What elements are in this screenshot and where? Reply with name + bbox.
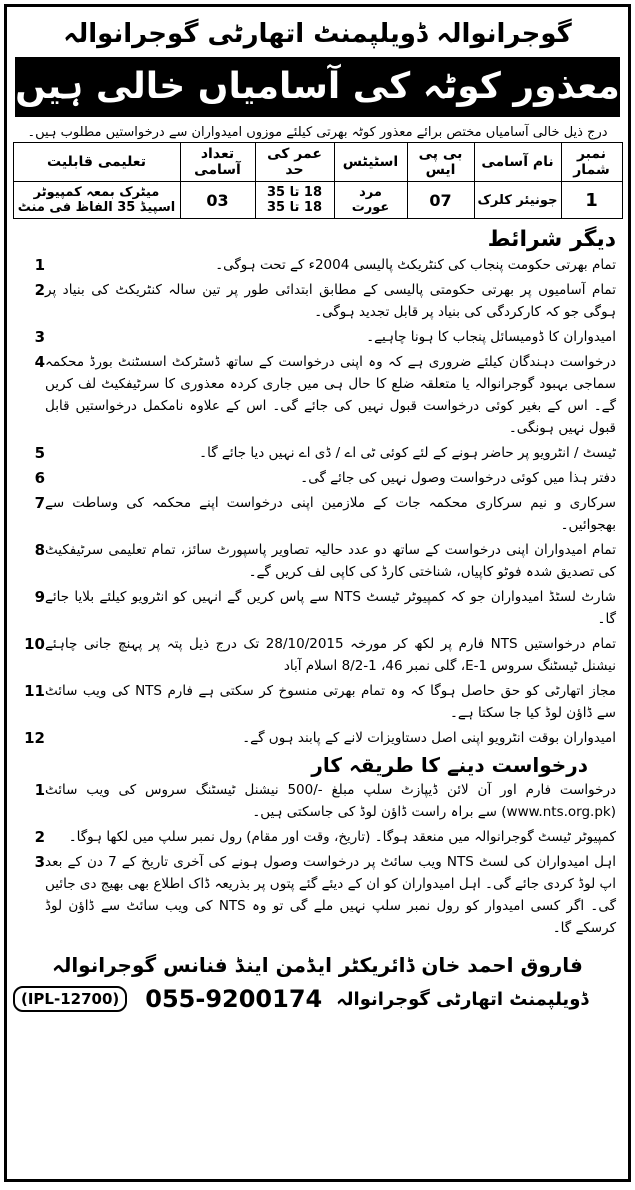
item-text: تمام درخواستیں NTS فارم پر لکھ کر مورخہ 28/10/2015 تک درج ذیل پتہ پر پہنچ جانی چاہئے نیشنل ٹیسٹنگ سروس 1-E، گلی نمبر 46، 1-8/2 اسلام آباد — [45, 636, 617, 674]
advertisement-page — [4, 4, 631, 1182]
organization-title: گوجرانوالہ ڈویلپمنٹ اتھارٹی گوجرانوالہ — [63, 19, 572, 49]
list-item — [15, 539, 620, 583]
item-number: 2 — [34, 828, 45, 846]
item-number: 1 — [34, 256, 45, 274]
status-male: مرد — [359, 185, 382, 200]
cell-status — [334, 182, 407, 219]
ipl-number: (IPL-12700) — [13, 986, 127, 1012]
list-item — [15, 727, 620, 749]
intro-text: درج ذیل خالی آسامیاں مختص برائے معذور کوٹہ بھرتی کیلئے موزوں امیدواران سے درخواستیں مطلوب ہیں۔ — [27, 125, 608, 140]
method-heading: درخواست دینے کا طریقہ کار — [311, 753, 588, 777]
item-text: دفتر ہذا میں کوئی درخواست وصول نہیں کی جائے گی۔ — [300, 470, 616, 486]
header-age: عمر کی حد — [255, 143, 334, 182]
phone-number: 055-9200174 — [145, 985, 323, 1013]
cell-qualification: میٹرک بمعہ کمپیوٹر اسپیڈ 35 الفاظ فی منٹ — [13, 182, 180, 219]
table-header-row — [13, 143, 622, 182]
cell-sr: 1 — [561, 182, 622, 219]
item-text: سرکاری و نیم سرکاری محکمہ جات کے ملازمین اپنی درخواست اپنے محکمہ کی وساطت سے بھجوائیں۔ — [45, 495, 616, 533]
conditions-list — [15, 254, 620, 749]
vacancy-table — [13, 142, 623, 219]
footer-row — [13, 985, 622, 1013]
header-sr: نمبر شمار — [561, 143, 622, 182]
item-number: 5 — [34, 444, 45, 462]
item-number: 8 — [34, 541, 45, 559]
list-item — [15, 680, 620, 724]
item-text: درخواست دہندگان کیلئے ضروری ہے کہ وہ اپنی درخواست کے ساتھ ڈسٹرکٹ اسسٹنٹ بورڈ محکمہ سماجی بہبود گوجرانوالہ یا متعلقہ ضلع کا حال ہی میں جاری کردہ معذوری کا سرٹیفکیٹ لف کریں گے۔ اس کے بغیر کوئی درخواست قبول نہیں کی جائے گی۔ اس کے علاوہ نامکمل درخواستیں قابل قبول نہیں ہونگی۔ — [45, 354, 616, 436]
cell-age — [255, 182, 334, 219]
item-text: مجاز اتھارٹی کو حق حاصل ہوگا کہ وہ تمام بھرتی منسوخ کر سکتی ہے فارم NTS کی ویب سائٹ سے ڈاؤن لوڈ کیا جا سکتا ہے۔ — [45, 683, 617, 721]
cell-post: جونیئر کلرک — [474, 182, 561, 219]
list-item — [15, 851, 620, 939]
item-text: تمام امیدواران اپنی درخواست کے ساتھ دو عدد حالیہ تصاویر پاسپورٹ سائز، تمام تعلیمی سرٹیفکیٹ کی تصدیق شدہ فوٹو کاپیاں، شناختی کارڈ کی کاپی لف کریں گے۔ — [45, 542, 616, 580]
item-text: امیدواران کا ڈومیسائل پنجاب کا ہونا چاہیے۔ — [366, 329, 616, 345]
item-number: 2 — [34, 281, 45, 299]
header-status: اسٹیٹس — [334, 143, 407, 182]
header-qualification: تعلیمی قابلیت — [13, 143, 180, 182]
method-list — [15, 779, 620, 939]
list-item — [15, 586, 620, 630]
list-item — [15, 442, 620, 464]
list-item — [15, 633, 620, 677]
list-item — [15, 351, 620, 439]
item-text: درخواست فارم اور آن لائن ڈیپازٹ سلپ مبلغ -/500 نیشنل ٹیسٹنگ سروس کی ویب سائٹ (www.nts.org.pk) سے براہ راست ڈاؤن لوڈ کی جاسکتی ہیں۔ — [45, 782, 617, 820]
item-number: 3 — [34, 853, 45, 871]
item-number: 12 — [24, 729, 45, 747]
signatory: فاروق احمد خان ڈائریکٹر ایڈمن اینڈ فنانس گوجرانوالہ — [52, 953, 583, 977]
item-number: 1 — [34, 781, 45, 799]
item-number: 10 — [24, 635, 45, 653]
cell-count: 03 — [180, 182, 255, 219]
header-post: نام آسامی — [474, 143, 561, 182]
age-male: 18 تا 35 — [266, 185, 322, 200]
item-number: 7 — [34, 494, 45, 512]
item-text: کمپیوٹر ٹیسٹ گوجرانوالہ میں منعقد ہوگا۔ (تاریخ، وقت اور مقام) رول نمبر سلپ میں لکھا ہوگا۔ — [68, 829, 616, 845]
header-bps: بی پی ایس — [407, 143, 474, 182]
item-number: 4 — [34, 353, 45, 371]
item-text: امیدواران بوقت انٹرویو اپنی اصل دستاویزات لانے کے پابند ہوں گے۔ — [242, 730, 616, 746]
age-female: 18 تا 35 — [266, 200, 322, 215]
list-item — [15, 254, 620, 276]
item-number: 3 — [34, 328, 45, 346]
authority-name: ڈویلپمنٹ اتھارٹی گوجرانوالہ — [336, 988, 589, 1010]
list-item — [15, 326, 620, 348]
list-item — [15, 492, 620, 536]
item-text: شارٹ لسٹڈ امیدواران جو کہ کمپیوٹر ٹیسٹ NTS سے پاس کریں گے انہیں کو انٹرویو کیلئے بلایا جائے گا۔ — [45, 589, 616, 627]
item-text: تمام آسامیوں پر بھرتی حکومتی پالیسی کے مطابق ابتدائی طور پر تین سالہ کنٹریکٹ کی بنیاد پر ہوگی جو کہ کارکردگی کی بنیاد پر قابل تجدید ہوگی۔ — [45, 282, 616, 320]
cell-bps: 07 — [407, 182, 474, 219]
list-item — [15, 279, 620, 323]
list-item — [15, 779, 620, 823]
item-number: 6 — [34, 469, 45, 487]
conditions-heading: دیگر شرائط — [487, 227, 616, 252]
header-count: تعداد آسامی — [180, 143, 255, 182]
status-female: عورت — [351, 200, 390, 215]
vacancy-banner: معذور کوٹہ کی آسامیاں خالی ہیں — [15, 57, 620, 117]
item-text: ٹیسٹ / انٹرویو پر حاضر ہونے کے لئے کوئی ٹی اے / ڈی اے نہیں دیا جائے گا۔ — [199, 445, 616, 461]
item-number: 9 — [34, 588, 45, 606]
item-text: اہل امیدواران کی لسٹ NTS ویب سائٹ پر درخواست وصول ہونے کی آخری تاریخ کے 7 دن کے بعد اپ لوڈ کردی جائے گی۔ اہل امیدواران کو ان کے دیئے گئے پتوں پر بذریعہ ڈاک اطلاع بھی بھیج دی جائیں گی۔ اگر کسی امیدوار کو رول نمبر سلپ نہیں ملے گی تو وہ NTS کی ویب سائٹ سے ڈاؤن لوڈ کرسکے گا۔ — [45, 854, 616, 936]
item-number: 11 — [24, 682, 45, 700]
item-text: تمام بھرتی حکومت پنجاب کی کنٹریکٹ پالیسی 2004ء کے تحت ہوگی۔ — [215, 257, 616, 273]
table-row — [13, 182, 622, 219]
list-item — [15, 826, 620, 848]
list-item — [15, 467, 620, 489]
